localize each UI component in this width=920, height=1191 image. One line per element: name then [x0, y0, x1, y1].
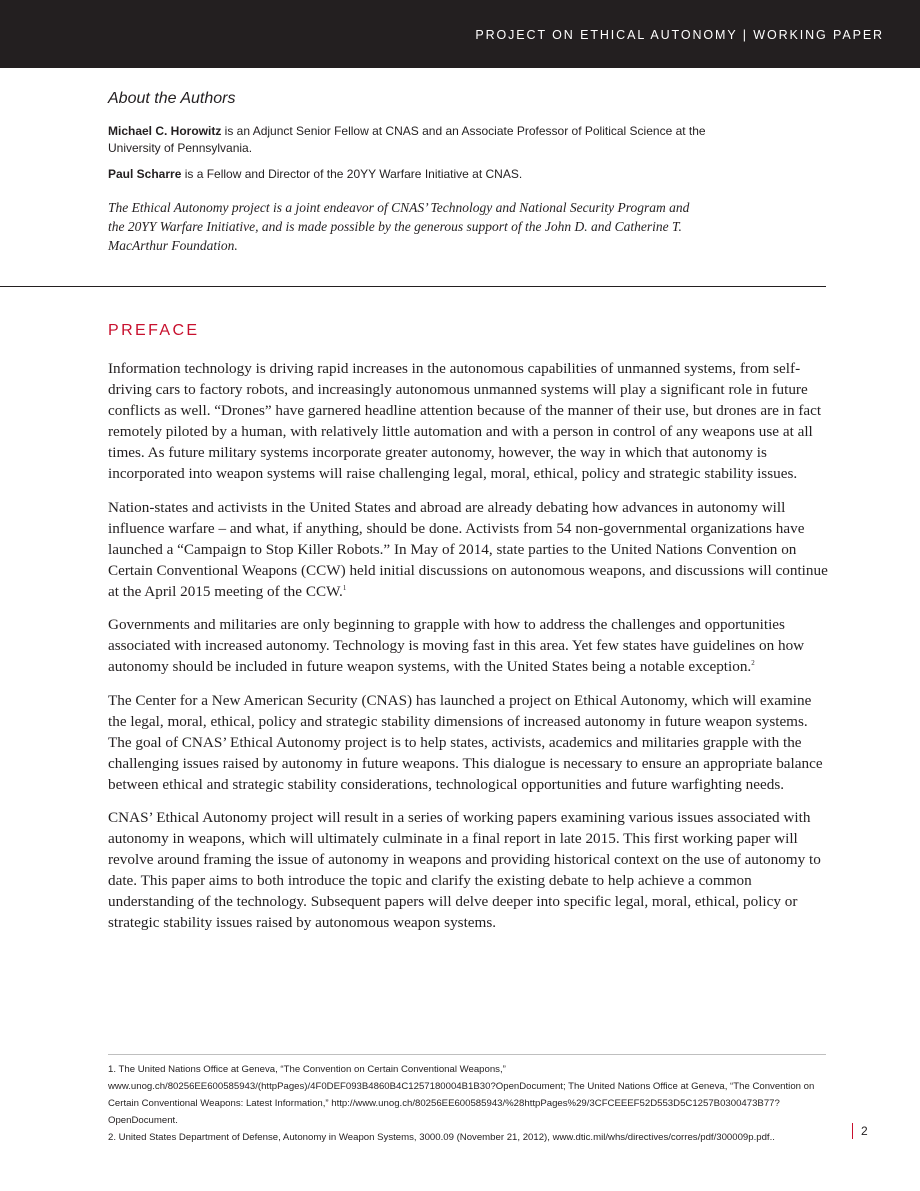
author-name-horowitz: Michael C. Horowitz — [108, 124, 222, 138]
author-bio-horowitz — [108, 123, 708, 157]
author-bio-text-horowitz: is an Adjunct Senior Fellow at CNAS and an Associate Professor of Political Science at the University of Pennsylvania. — [108, 124, 706, 155]
page-number: 2 — [852, 1123, 868, 1139]
preface-paragraph-3 — [108, 614, 828, 677]
preface-paragraph-5: CNAS’ Ethical Autonomy project will result in a series of working papers examining various issues associated with autonomy in weapons, which will ultimately culminate in a final report in late 2015. This first working paper will revolve around framing the issue of autonomy in weapons and providing historical context on the use of autonomy to date. This paper aims to both introduce the topic and clarify the existing debate to help achieve a common understanding of the technology. Subsequent papers will delve deeper into specific legal, moral, ethical, policy or strategic stability issues raised by autonomous weapon systems. — [108, 809, 821, 931]
footnote-divider — [108, 1054, 826, 1055]
header-band — [0, 0, 920, 68]
preface-paragraph-1: Information technology is driving rapid increases in the autonomous capabilities of unmanned systems, from self-driving cars to factory robots, and increasingly autonomous unmanned systems will play a significant role in future conflicts as well. “Drones” have garnered headline attention because of the manner of their use, but drones are in fact remotely piloted by a human, with relatively little automation and with a person in control of any weapons use at all times. As future military systems incorporate greater autonomy, however, the way in which that autonomy is incorporated into weapon systems will raise challenging legal, moral, ethical, policy and strategic stability issues. — [108, 360, 822, 482]
footnote-ref-2[interactable]: 2 — [751, 659, 755, 667]
preface-heading: PREFACE — [108, 322, 200, 339]
author-bio-text-scharre: is a Fellow and Director of the 20YY Warfare Initiative at CNAS. — [181, 167, 523, 181]
about-authors-title: About the Authors — [108, 90, 236, 107]
running-header: PROJECT ON ETHICAL AUTONOMY | WORKING PAPER — [475, 28, 884, 42]
preface-paragraph-2 — [108, 497, 828, 602]
footnote-2: 2. United States Department of Defense, Autonomy in Weapon Systems, 3000.09 (November 21, 2012), www.dtic.mil/whs/directives/corres/pdf/300009p.pdf.. — [108, 1132, 775, 1143]
preface-paragraph-2-text: Nation-states and activists in the United States and abroad are already debating how advances in autonomy will influence warfare – and what, if anything, should be done. Activists from 54 non-governmental organizations have launched a “Campaign to Stop Killer Robots.” In May of 2014, state parties to the United Nations Convention on Certain Conventional Weapons (CCW) held initial discussions on autonomous weapons, and discussions will continue at the April 2015 meeting of the CCW. — [108, 498, 828, 600]
preface-paragraph-3-text: Governments and militaries are only beginning to grapple with how to address the challenges and opportunities associated with increased autonomy. Technology is moving fast in this area. Yet few states have guidelines on how autonomy should be included in future weapon systems, with the United States being a notable exception. — [108, 616, 805, 675]
author-name-scharre: Paul Scharre — [108, 167, 182, 181]
preface-body — [108, 358, 828, 946]
project-note: The Ethical Autonomy project is a joint endeavor of CNAS’ Technology and National Security Program and the 20YY Warfare Initiative, and is made possible by the generous support of the John D. and Catherine T. MacArthur Foundation. — [108, 200, 690, 253]
footnote-1: 1. The United Nations Office at Geneva, “The Convention on Certain Conventional Weapons,” www.unog.ch/80256EE600585943/(httpPages)/4F0DEF093B4860B4C1257180004B1B30?OpenDocument; The United Nations Office at Geneva, “The Convention on Certain Conventional Weapons: Latest Information,” http://www.unog.ch/80256EE600585943/%28httpPages%29/3CFCEEEF52D553D5C1257B0300473B77?OpenDocument. — [108, 1064, 815, 1126]
section-divider — [0, 286, 826, 287]
footnote-ref-1[interactable]: 1 — [342, 583, 347, 592]
about-authors-section — [108, 89, 708, 264]
preface-paragraph-4: The Center for a New American Security (CNAS) has launched a project on Ethical Autonomy, which will examine the legal, moral, ethical, policy and strategic stability dimensions of increased autonomy in future weapon systems. The goal of CNAS’ Ethical Autonomy project is to help states, activists, academics and militaries grapple with the challenging issues raised by autonomy in future weapons. This dialogue is necessary to ensure an appropriate balance between ethical and strategic stability considerations, technological opportunities and future warfighting needs. — [108, 691, 823, 793]
footnotes — [108, 1061, 828, 1146]
author-bio-scharre — [108, 166, 708, 183]
